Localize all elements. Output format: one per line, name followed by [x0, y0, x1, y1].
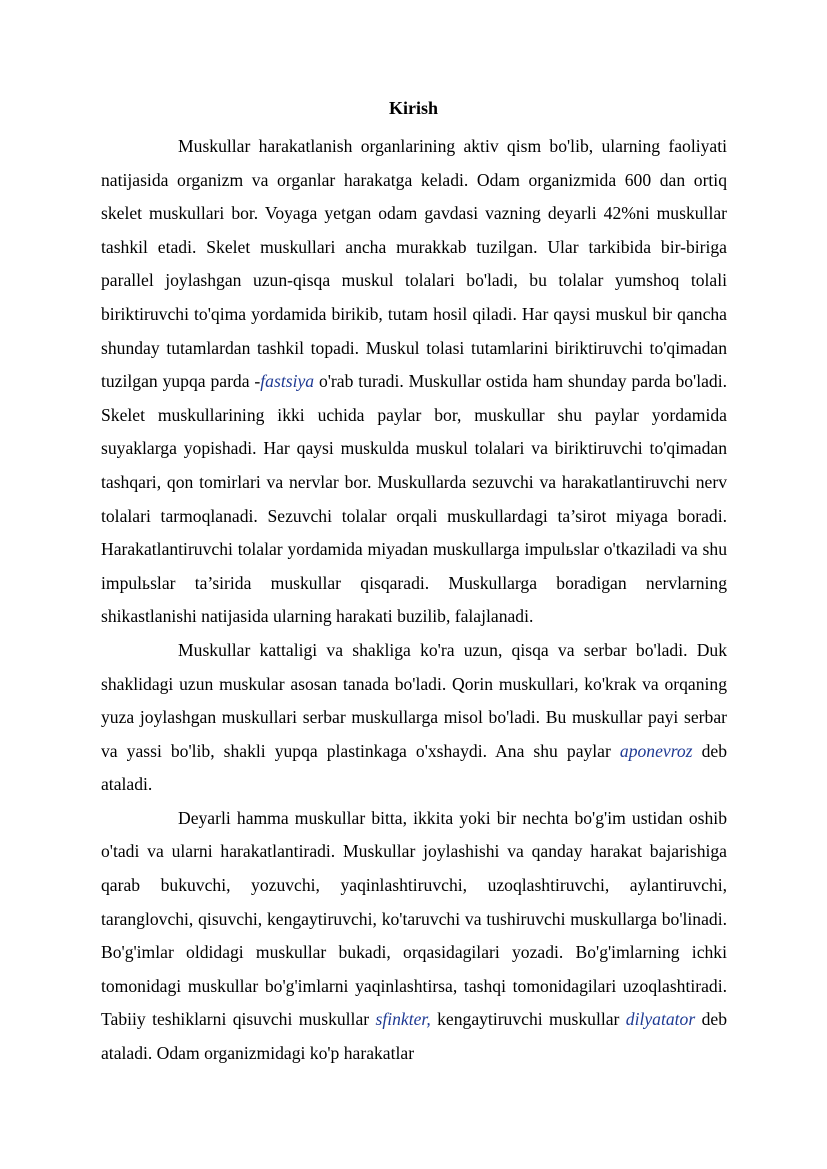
paragraph-1: [101, 130, 727, 634]
paragraph-3-text-cont: kengaytiruvchi muskullar: [430, 1009, 626, 1030]
paragraph-3-text-end: deb ataladi. Odam organizmidagi ko'p harakatlar: [101, 1009, 727, 1064]
body-text: [101, 130, 727, 1071]
paragraph-3-text: Deyarli hamma muskullar bitta, ikkita yoki bir nechta bo'g'im ustidan oshib o'tadi va ularni harakatlantiradi. Muskullar joylashishi va qanday harakat bajarishiga qarab bukuvchi, yozuvchi, yaqinlashtiruvchi, uzoqlashtiruvchi, aylantiruvchi, taranglovchi, qisuvchi, kengaytiruvchi, ko'taruvchi va tushiruvchi muskullarga bo'linadi. Bo'g'imlar oldidagi muskullar bukadi, orqasidagilari yozadi. Bo'g'imlarning ichki tomonidagi muskullar bo'g'imlarni yaqinlashtirsa, tashqi tomonidagilari uzoqlashtiradi. Tabiiy teshiklarni qisuvchi muskullar: [101, 807, 727, 1030]
page-title: Kirish: [388, 98, 438, 118]
term-aponevroz: aponevroz: [619, 740, 693, 761]
term-sfinkter: sfinkter,: [375, 1009, 431, 1030]
term-fastsiya: fastsiya: [260, 371, 315, 392]
term-dilyatator: dilyatator: [625, 1009, 696, 1030]
paragraph-2-text: Muskullar kattaligi va shakliga ko'ra uzun, qisqa va serbar bo'ladi. Duk shaklidagi uzun muskular asosan tanada bo'ladi. Qorin muskullari, ko'krak va orqaning yuza joylashgan muskullari serbar muskullarga misol bo'ladi. Bu muskullar payi serbar va yassi bo'lib, shakli yupqa plastinkaga o'xshaydi. Ana shu paylar: [101, 639, 727, 761]
paragraph-1-text: Muskullar harakatlanish organlarining aktiv qism bo'lib, ularning faoliyati natijasida organizm va organlar harakatga keladi. Odam organizmida 600 dan ortiq skelet muskullari bor. Voyaga yetgan odam gavdasi vazning deyarli 42%ni muskullar tashkil etadi. Skelet muskullari ancha murakkab tuzilgan. Ular tarkibida bir-biriga parallel joylashgan uzun-qisqa muskul tolalari bo'ladi, bu tolalar yumshoq tolali biriktiruvchi to'qima yordamida birikib, tutam hosil qiladi. Har qaysi muskul bir qancha shunday tutamlardan tashkil topadi. Muskul tolasi tutamlarini biriktiruvchi to'qimadan tuzilgan yupqa parda -: [101, 136, 727, 392]
paragraph-1-text-cont: o'rab turadi. Muskullar ostida ham shunday parda bo'ladi. Skelet muskullarining ikki uchida paylar bor, muskullar shu paylar yordamida suyaklarga yopishadi. Har qaysi muskulda muskul tolalari va biriktiruvchi to'qimadan tashqari, qon tomirlari va nervlar bor. Muskullarda sezuvchi va harakatlantiruvchi nerv tolalari tarmoqlanadi. Sezuvchi tolalar orqali muskullardagi ta’sirot miyaga boradi. Harakatlantiruvchi tolalar yordamida miyadan muskullarga impulьslar o'tkaziladi va shu impulьslar ta’sirida muskullar qisqaradi. Muskullarga boradigan nervlarning shikastlanishi natijasida ularning harakati buzilib, falajlanadi.: [101, 371, 728, 627]
paragraph-2: [101, 634, 727, 802]
paragraph-2-text-cont: deb ataladi.: [101, 740, 727, 795]
paragraph-3: [101, 802, 727, 1071]
